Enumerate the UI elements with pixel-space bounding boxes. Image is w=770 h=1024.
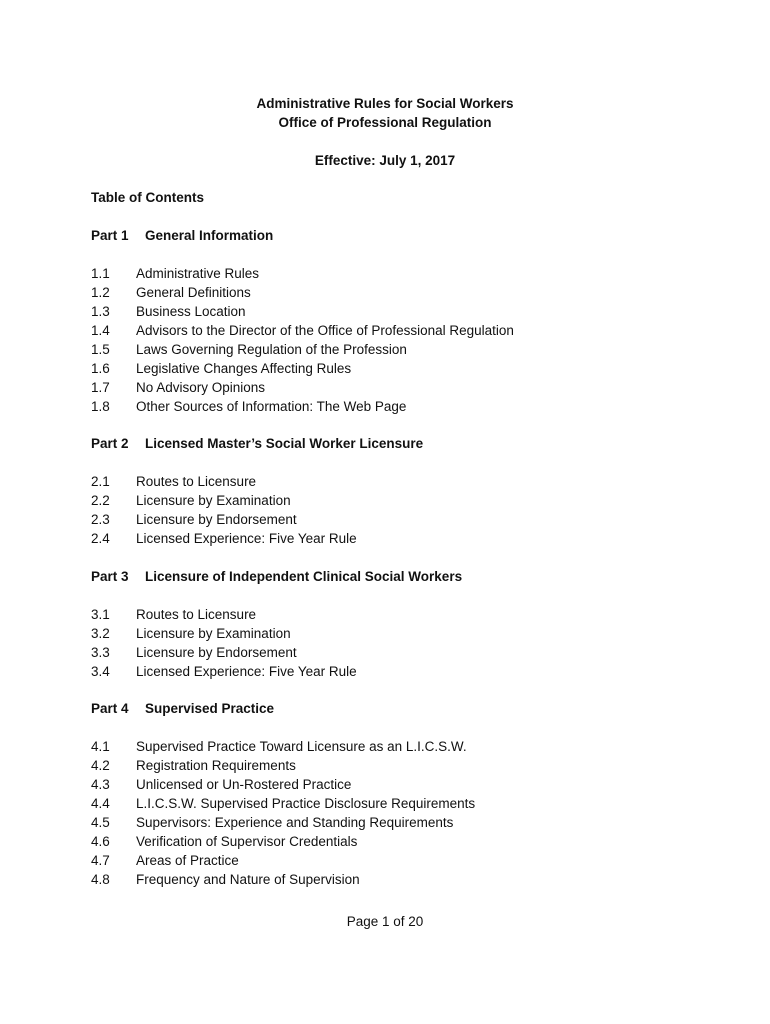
item-text: Licensed Experience: Five Year Rule — [136, 531, 357, 546]
item-number: 1.5 — [91, 342, 110, 357]
part-2-items — [91, 472, 357, 548]
toc-item — [91, 662, 357, 681]
item-number: 4.7 — [91, 853, 110, 868]
item-number: 4.6 — [91, 834, 110, 849]
part-4-items — [91, 737, 475, 889]
item-text: L.I.C.S.W. Supervised Practice Disclosure Requirements — [136, 796, 476, 811]
item-number: 4.1 — [91, 739, 110, 754]
item-text: Other Sources of Information: The Web Page — [136, 399, 407, 414]
toc-item — [91, 643, 357, 662]
item-number: 3.3 — [91, 645, 110, 660]
item-text: Legislative Changes Affecting Rules — [136, 361, 352, 376]
part-title: Supervised Practice — [145, 701, 275, 716]
toc-item — [91, 851, 475, 870]
toc-item — [91, 491, 357, 510]
toc-item — [91, 264, 514, 283]
part-2-heading — [91, 434, 423, 453]
part-3-heading — [91, 567, 462, 586]
part-number: Part 3 — [91, 569, 129, 584]
item-text: Administrative Rules — [136, 266, 260, 281]
title-block — [0, 94, 770, 170]
item-number: 4.3 — [91, 777, 110, 792]
item-number: 2.2 — [91, 493, 110, 508]
part-title: Licensed Master’s Social Worker Licensure — [145, 436, 424, 451]
toc-item — [91, 775, 475, 794]
toc-item — [91, 756, 475, 775]
toc-item — [91, 813, 475, 832]
item-text: Licensed Experience: Five Year Rule — [136, 664, 357, 679]
document-subtitle: Office of Professional Regulation — [278, 115, 492, 130]
part-1-heading — [91, 226, 273, 245]
effective-date: Effective: July 1, 2017 — [314, 153, 456, 168]
part-1-items — [91, 264, 514, 416]
item-number: 3.2 — [91, 626, 110, 641]
toc-item — [91, 529, 357, 548]
item-number: 3.4 — [91, 664, 110, 679]
toc-heading: Table of Contents — [91, 190, 204, 205]
item-text: Registration Requirements — [136, 758, 296, 773]
document-title: Administrative Rules for Social Workers — [256, 96, 514, 111]
item-text: Licensure by Endorsement — [136, 512, 297, 527]
item-number: 1.7 — [91, 380, 110, 395]
item-number: 1.4 — [91, 323, 110, 338]
item-text: Laws Governing Regulation of the Profession — [136, 342, 407, 357]
item-number: 4.8 — [91, 872, 110, 887]
toc-item — [91, 794, 475, 813]
part-number: Part 2 — [91, 436, 129, 451]
toc-item — [91, 378, 514, 397]
item-number: 4.4 — [91, 796, 110, 811]
toc-item — [91, 302, 514, 321]
toc-item — [91, 870, 475, 889]
item-number: 2.1 — [91, 474, 110, 489]
item-text: Business Location — [136, 304, 246, 319]
toc-item — [91, 359, 514, 378]
part-4-heading — [91, 699, 274, 718]
item-text: General Definitions — [136, 285, 251, 300]
toc-item — [91, 472, 357, 491]
item-text: Supervisors: Experience and Standing Requirements — [136, 815, 454, 830]
part-3-items — [91, 605, 357, 681]
item-number: 1.3 — [91, 304, 110, 319]
toc-item — [91, 832, 475, 851]
toc-item — [91, 283, 514, 302]
item-text: Advisors to the Director of the Office of Professional Regulation — [136, 323, 514, 338]
item-text: Licensure by Endorsement — [136, 645, 297, 660]
toc-item — [91, 321, 514, 340]
item-text: Supervised Practice Toward Licensure as an L.I.C.S.W. — [136, 739, 467, 754]
item-text: Areas of Practice — [136, 853, 239, 868]
part-number: Part 1 — [91, 228, 129, 243]
toc-item — [91, 624, 357, 643]
item-text: Unlicensed or Un-Rostered Practice — [136, 777, 352, 792]
item-text: Routes to Licensure — [136, 474, 257, 489]
item-text: Routes to Licensure — [136, 607, 257, 622]
item-text: Licensure by Examination — [136, 626, 291, 641]
toc-item — [91, 737, 475, 756]
item-number: 1.1 — [91, 266, 110, 281]
item-text: Frequency and Nature of Supervision — [136, 872, 360, 887]
part-title: General Information — [145, 228, 274, 243]
toc-item — [91, 510, 357, 529]
toc-item — [91, 397, 514, 416]
item-text: Verification of Supervisor Credentials — [136, 834, 358, 849]
item-number: 2.4 — [91, 531, 110, 546]
item-text: No Advisory Opinions — [136, 380, 266, 395]
item-number: 1.6 — [91, 361, 110, 376]
item-number: 4.2 — [91, 758, 110, 773]
part-title: Licensure of Independent Clinical Social Workers — [145, 569, 463, 584]
toc-item — [91, 340, 514, 359]
toc-item — [91, 605, 357, 624]
item-text: Licensure by Examination — [136, 493, 291, 508]
item-number: 3.1 — [91, 607, 110, 622]
page-number: Page 1 of 20 — [346, 914, 424, 929]
item-number: 1.8 — [91, 399, 110, 414]
item-number: 2.3 — [91, 512, 110, 527]
item-number: 4.5 — [91, 815, 110, 830]
item-number: 1.2 — [91, 285, 110, 300]
part-number: Part 4 — [91, 701, 129, 716]
